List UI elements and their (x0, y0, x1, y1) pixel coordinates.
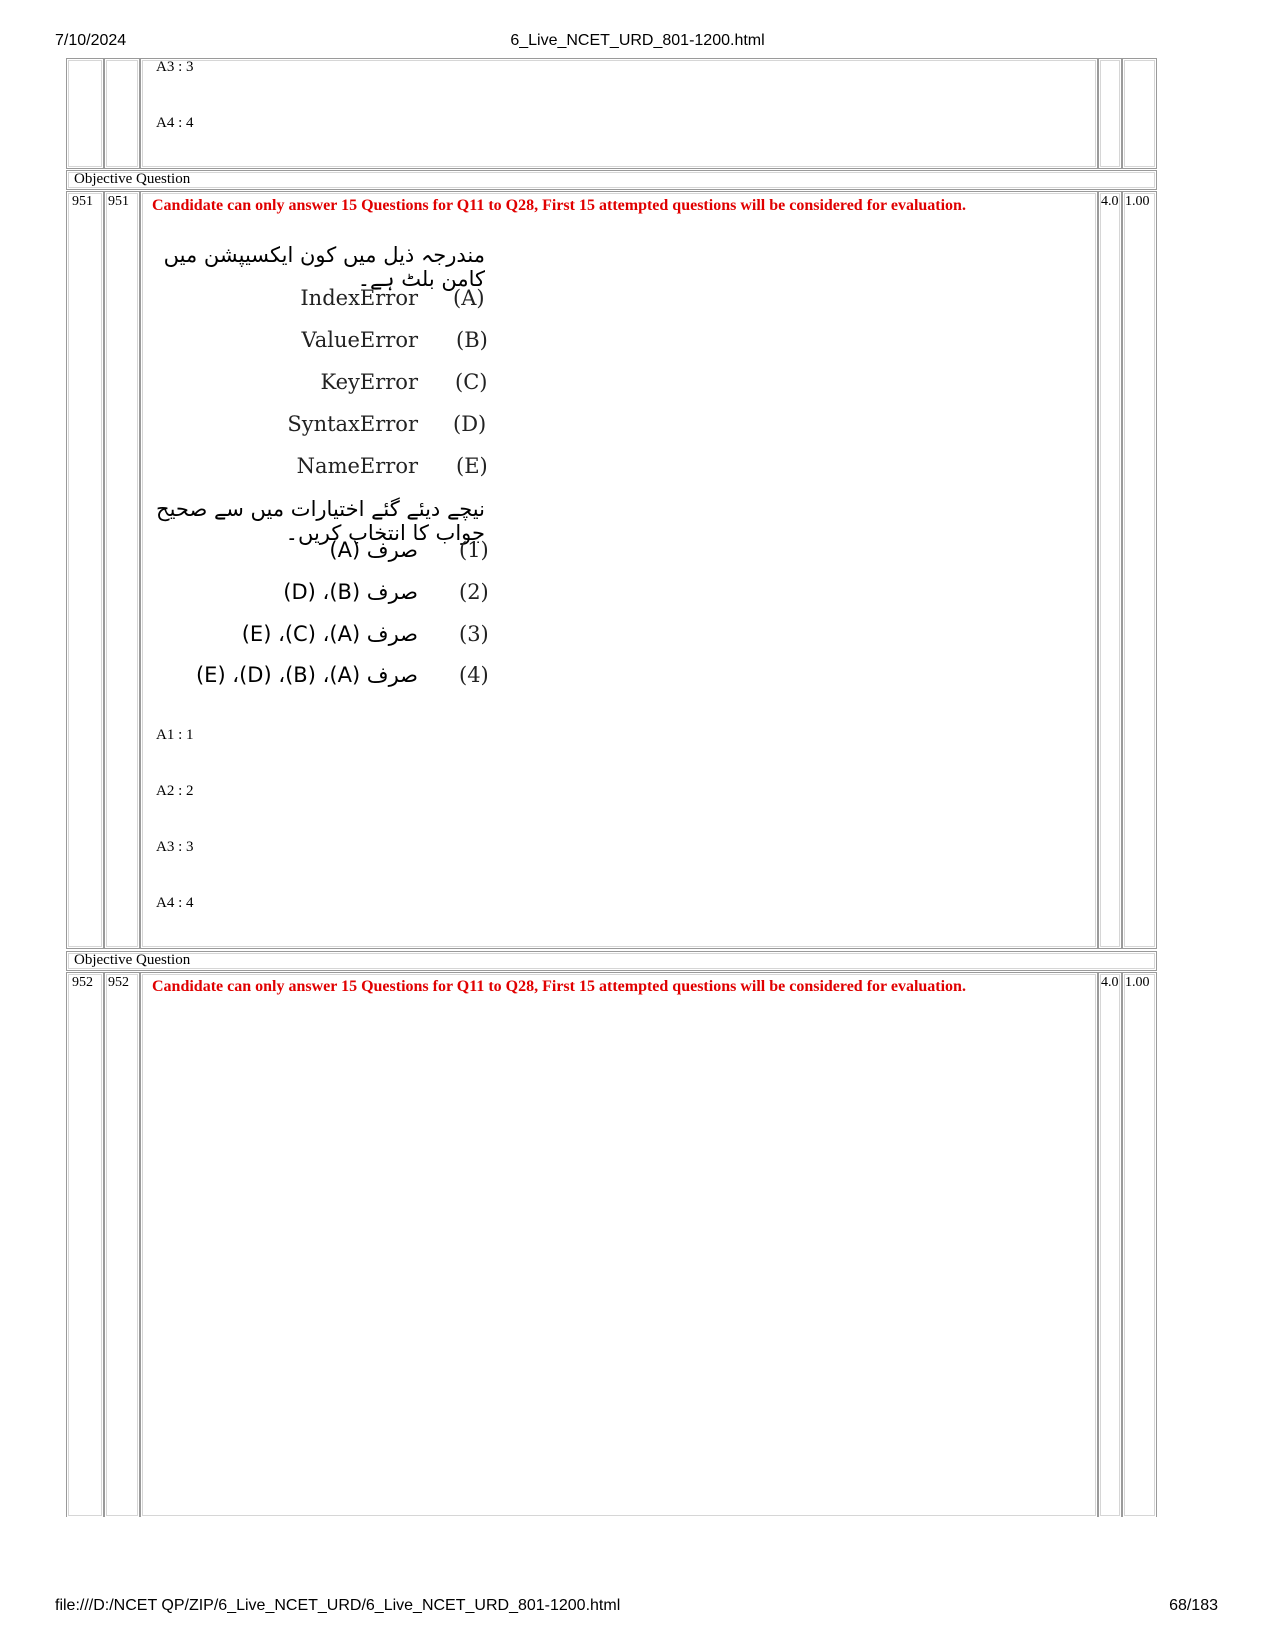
question-type-row (66, 951, 1157, 971)
answer-option: A4 : 4 (156, 895, 194, 911)
item-text: NameError (296, 454, 418, 478)
marks-value: 4.0 (1101, 194, 1119, 209)
page-number: 68/183 (1169, 1597, 1218, 1614)
document-title: 6_Live_NCET_URD_801-1200.html (510, 32, 765, 49)
question-content-cell (140, 972, 1098, 1517)
answer-option: A1 : 1 (156, 727, 194, 743)
prev-marks-cell (1098, 58, 1122, 169)
file-path: file:///D:/NCET QP/ZIP/6_Live_NCET_URD/6_Live_NCET_URD_801-1200.html (55, 1597, 621, 1614)
negative-marks-cell (1122, 191, 1157, 949)
answer-option: A2 : 2 (156, 783, 194, 799)
item-label: (B) (456, 328, 488, 352)
prev-qno-cell (104, 58, 140, 169)
choice-text: صرف (B)، (D) (283, 580, 418, 604)
question-type-label: Objective Question (74, 171, 191, 187)
item-label: (E) (456, 454, 488, 478)
item-label: (C) (455, 370, 488, 394)
item-text: KeyError (320, 370, 418, 394)
qno-cell (104, 191, 140, 949)
marks-cell (1098, 972, 1122, 1517)
choice-label: (3) (459, 622, 489, 646)
choice-text: صرف (A)، (C)، (E) (241, 622, 418, 646)
item-label: (A) (453, 286, 485, 310)
negative-marks-cell (1122, 972, 1157, 1517)
prev-negative-cell (1122, 58, 1157, 169)
question-type-row (66, 170, 1157, 190)
choice-text: صرف (A) (329, 538, 418, 562)
question-number: 951 (108, 194, 129, 209)
answer-option: A4 : 4 (156, 115, 194, 131)
prev-sno-cell (66, 58, 104, 169)
answer-option: A3 : 3 (156, 59, 194, 75)
sno-cell (66, 191, 104, 949)
marks-value: 4.0 (1101, 975, 1119, 990)
question-number: 952 (108, 975, 129, 990)
question-stem-urdu: مندرجہ ذیل میں کون ایکسیپشن میں کامن بلٹ ہے۔ (163, 243, 485, 291)
negative-marks-value: 1.00 (1125, 975, 1150, 990)
item-label: (D) (453, 412, 487, 436)
marks-cell (1098, 191, 1122, 949)
sno-cell (66, 972, 104, 1517)
serial-number: 951 (72, 194, 93, 209)
choice-label: (2) (459, 580, 489, 604)
item-text: ValueError (301, 328, 418, 352)
qno-cell (104, 972, 140, 1517)
evaluation-instruction: Candidate can only answer 15 Questions for Q11 to Q28, First 15 attempted questions will be considered for evaluation. (152, 978, 966, 995)
choice-text: صرف (A)، (B)، (D)، (E) (195, 663, 418, 687)
item-text: SyntaxError (287, 412, 418, 436)
negative-marks-value: 1.00 (1125, 194, 1150, 209)
serial-number: 952 (72, 975, 93, 990)
print-date: 7/10/2024 (55, 32, 127, 49)
question-type-label: Objective Question (74, 952, 191, 968)
choice-label: (1) (459, 538, 489, 562)
prev-content-cell (140, 58, 1098, 169)
item-text: IndexError (300, 286, 418, 310)
choice-label: (4) (459, 663, 489, 687)
evaluation-instruction: Candidate can only answer 15 Questions for Q11 to Q28, First 15 attempted questions will be considered for evaluation. (152, 197, 966, 214)
answer-option: A3 : 3 (156, 839, 194, 855)
choose-instruction-urdu: نیچے دیئے گئے اختیارات میں سے صحیح جواب کا انتخاب کریں۔ (156, 497, 485, 545)
